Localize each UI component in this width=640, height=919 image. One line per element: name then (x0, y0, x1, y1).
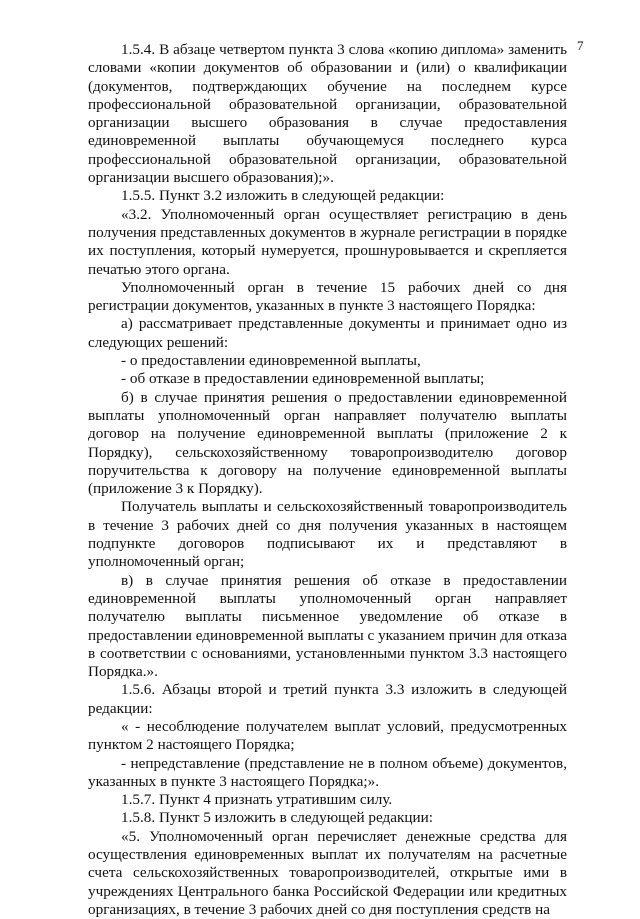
paragraph-nonsubmission: - непредставление (представление не в полном объеме) документов, указанных в пункте 3 настоящего Порядка;». (88, 754, 567, 790)
paragraph-1-5-8: 1.5.8. Пункт 5 изложить в следующей редакции: (121, 809, 434, 827)
paragraph-noncompliance: « - несоблюдение получателем выплат условий, предусмотренных пунктом 2 настоящего Порядка; (88, 717, 567, 754)
paragraph-item-5: «5. Уполномоченный орган перечисляет денежные средства для осуществления единовременных выплат их получателям на расчетные счета сельскохозяйственных товаропроизводителей, открытые ими в учреждениях Центрального банка Российской Федерации или кредитных организациях, в течение 3 рабочих дней со дня поступления средств на (88, 827, 567, 918)
paragraph-1-5-5: 1.5.5. Пункт 3.2 изложить в следующей редакции: (121, 187, 445, 205)
paragraph-item-b: б) в случае принятия решения о предоставлении единовременной выплаты уполномоченный орган направляет получателю выплаты договор на получение единовременной выплаты (приложение 2 к Порядку), сельскохозяйственному товаропроизводителю договор поручительства к договору на получение единовременной выплаты (приложение 3 к Порядку). (88, 388, 567, 498)
document-body (88, 41, 567, 919)
paragraph-recipient-signing: Получатель выплаты и сельскохозяйственный товаропроизводитель в течение 3 рабочих дней со дня получения указанных в настоящем подпункте договоров подписывают их и представляют в уполномоченный орган; (88, 498, 567, 571)
paragraph-3-2: «3.2. Уполномоченный орган осуществляет регистрацию в день получения представленных документов в журнале регистрации в порядке их поступления, который нумеруется, прошнуровывается и скрепляется печатью этого органа. (88, 205, 567, 278)
paragraph-1-5-7: 1.5.7. Пункт 4 признать утратившим силу. (121, 791, 393, 809)
paragraph-option-grant: - о предоставлении единовременной выплаты, (121, 352, 421, 370)
paragraph-option-refuse: - об отказе в предоставлении единовременной выплаты; (121, 370, 485, 388)
paragraph-1-5-4: 1.5.4. В абзаце четвертом пункта 3 слова «копию диплома» заменить словами «копии документов об образовании и (или) о квалификации (документов, подтверждающих обучение на последнем курсе профессиональной образовательной организации, образовательной организации высшего образования в случае предоставления единовременной выплаты обучающемуся последнего курса профессиональной образовательной организации, образовательной организации высшего образования);». (88, 41, 567, 187)
paragraph-item-a: а) рассматривает представленные документы и принимает одно из следующих решений: (88, 315, 567, 351)
paragraph-item-v: в) в случае принятия решения об отказе в предоставлении единовременной выплаты уполномоченный орган направляет получателю выплаты письменное уведомление об отказе в предоставлении единовременной выплаты с указанием причин для отказа в соответствии с основаниями, установленными пунктом 3.3 настоящего Порядка.». (88, 571, 568, 681)
paragraph-15-days: Уполномоченный орган в течение 15 рабочих дней со дня регистрации документов, указанных в пункте 3 настоящего Порядка: (88, 278, 567, 315)
page-number: 7 (577, 38, 584, 53)
paragraph-1-5-6: 1.5.6. Абзацы второй и третий пункта 3.3 изложить в следующей редакции: (88, 681, 567, 717)
